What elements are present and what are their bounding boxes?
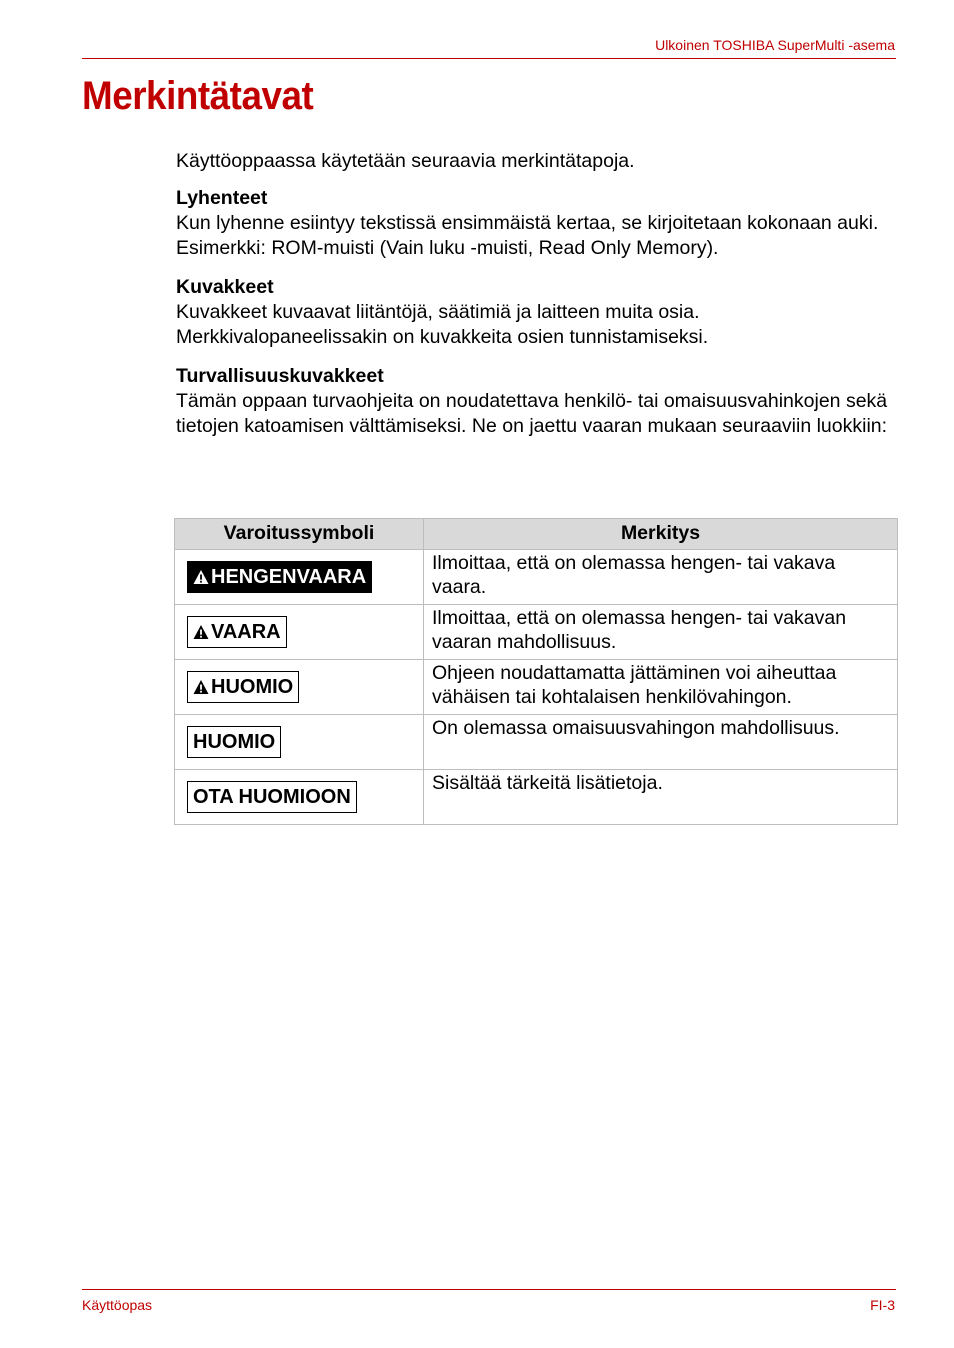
meaning-cell: Sisältää tärkeitä lisätietoja. — [424, 770, 898, 825]
footer-manual-name: Käyttöopas — [82, 1297, 153, 1313]
header-divider — [82, 58, 896, 59]
danger-badge — [187, 561, 372, 593]
table-row — [175, 715, 898, 770]
warning-badge — [187, 616, 287, 648]
section-heading-abbreviations: Lyhenteet — [176, 187, 268, 209]
symbol-cell — [175, 605, 424, 660]
caution-badge — [187, 671, 299, 703]
symbol-cell — [175, 715, 424, 770]
table-row — [175, 770, 898, 825]
symbol-cell — [175, 550, 424, 605]
table-row — [175, 605, 898, 660]
column-header-symbol: Varoitussymboli — [175, 519, 424, 550]
meaning-cell: Ohjeen noudattamatta jättäminen voi aiheuttaa vähäisen tai kohtalaisen henkilövahingon. — [424, 660, 898, 715]
safety-symbols-table — [174, 518, 898, 825]
section-heading-safety-icons: Turvallisuuskuvakkeet — [176, 365, 384, 387]
table-row — [175, 550, 898, 605]
badge-label: OTA HUOMIOON — [193, 786, 351, 808]
page-title: Merkintätavat — [82, 74, 314, 118]
meaning-cell: Ilmoittaa, että on olemassa hengen- tai vakava vaara. — [424, 550, 898, 605]
section-text-abbreviations: Kun lyhenne esiintyy tekstissä ensimmäistä kertaa, se kirjoitetaan kokonaan auki. Esimerkki: ROM-muisti (Vain luku -muisti, Read Only Memory). — [176, 212, 879, 259]
running-header: Ulkoinen TOSHIBA SuperMulti -asema — [655, 37, 895, 53]
section-heading-icons: Kuvakkeet — [176, 276, 274, 298]
badge-label: HUOMIO — [193, 731, 276, 753]
badge-label: HENGENVAARA — [211, 566, 367, 588]
badge-label: HUOMIO — [211, 676, 294, 698]
footer-page-number: FI-3 — [870, 1297, 895, 1313]
warning-triangle-icon — [193, 679, 209, 695]
intro-paragraph: Käyttöoppaassa käytetään seuraavia merkintätapoja. — [176, 150, 635, 172]
column-header-meaning: Merkitys — [424, 519, 898, 550]
section-text-safety-icons: Tämän oppaan turvaohjeita on noudatettava henkilö- tai omaisuusvahinkojen sekä tietojen katoamisen välttämiseksi. Ne on jaettu vaaran mukaan seuraaviin luokkiin: — [176, 390, 888, 437]
table-header-row — [175, 519, 898, 550]
table-row — [175, 660, 898, 715]
meaning-cell: Ilmoittaa, että on olemassa hengen- tai vakavan vaaran mahdollisuus. — [424, 605, 898, 660]
badge-label: VAARA — [211, 621, 281, 643]
footer-divider — [82, 1289, 896, 1290]
section-text-icons: Kuvakkeet kuvaavat liitäntöjä, säätimiä ja laitteen muita osia. Merkkivalopaneelissakin on kuvakkeita osien tunnistamiseksi. — [176, 301, 709, 348]
warning-triangle-icon — [193, 569, 209, 585]
meaning-cell: On olemassa omaisuusvahingon mahdollisuus. — [424, 715, 898, 770]
symbol-cell — [175, 660, 424, 715]
note-badge — [187, 781, 357, 813]
notice-badge — [187, 726, 281, 758]
warning-triangle-icon — [193, 624, 209, 640]
main-content — [176, 149, 898, 453]
symbol-cell — [175, 770, 424, 825]
